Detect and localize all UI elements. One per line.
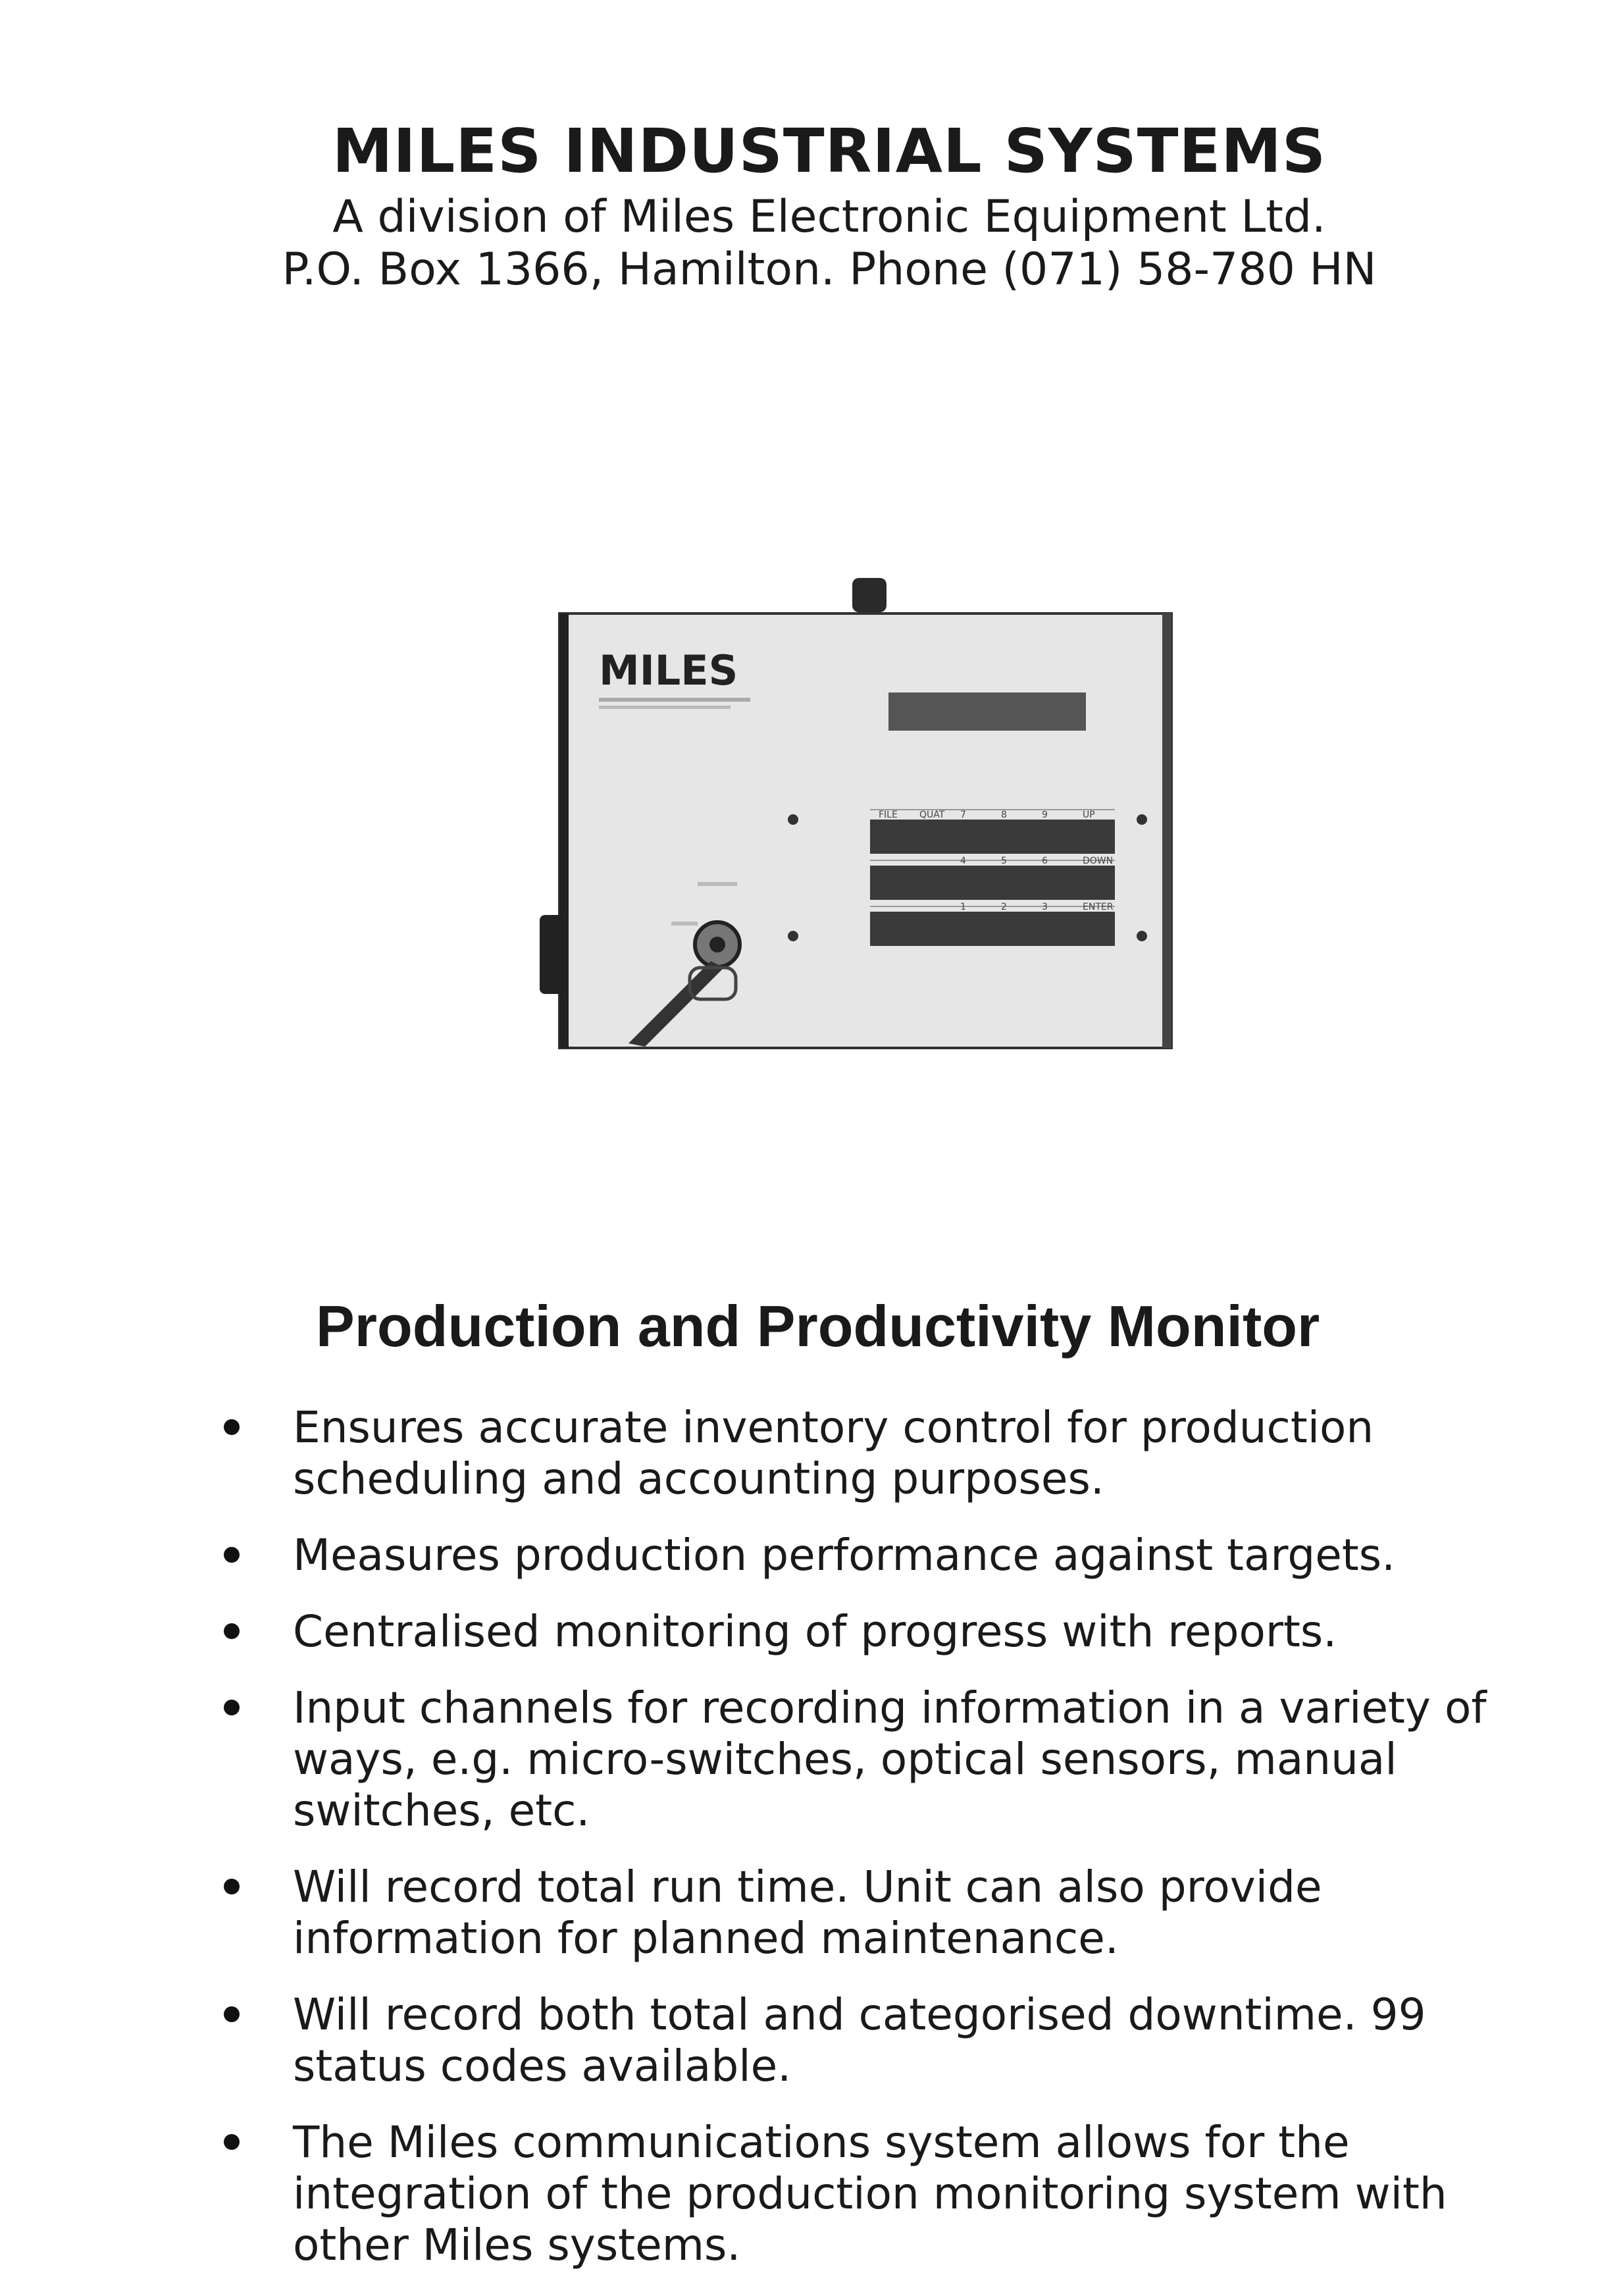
- keypad-key-label: ENTER: [1083, 902, 1114, 912]
- indicator-led-icon: [788, 814, 798, 825]
- keypad-key-label: DOWN: [1083, 856, 1114, 866]
- keypad-key-label: 7: [960, 810, 966, 820]
- bullet-icon: [224, 2134, 240, 2150]
- feature-list: [224, 1402, 1527, 2296]
- keypad-key-label: UP: [1083, 810, 1095, 820]
- product-photo: [520, 573, 1198, 1053]
- keypad-key-label: 8: [1001, 810, 1007, 820]
- keypad-key-label: 6: [1042, 856, 1048, 866]
- company-name: MILES INDUSTRIAL SYSTEMS: [332, 116, 1327, 186]
- bullet-icon: [224, 1419, 240, 1435]
- keypad-key-label: 4: [960, 856, 966, 866]
- side-knob-icon: [540, 915, 563, 994]
- keypad-key-label: 3: [1042, 902, 1048, 912]
- address-line: P.O. Box 1366, Hamilton. Phone (071) 58-780 HN: [282, 244, 1377, 296]
- list-item: Centralised monitoring of progress with reports.: [224, 1606, 1527, 1657]
- bullet-icon: [224, 1623, 240, 1639]
- list-item: Measures production performance against targets.: [224, 1530, 1527, 1581]
- keypad-key-label: 1: [960, 902, 966, 912]
- device-keypad: [870, 810, 1115, 946]
- division-line: A division of Miles Electronic Equipment Ltd.: [332, 191, 1326, 243]
- list-item: Will record total run time. Unit can also provide information for planned maintenance.: [224, 1862, 1527, 1964]
- keypad-key-label: 2: [1001, 902, 1007, 912]
- keypad-key-label: 5: [1001, 856, 1007, 866]
- list-item: The Miles communications system allows for the integration of the production monitoring system with other Miles systems.: [224, 2117, 1527, 2271]
- indicator-led-icon: [788, 931, 798, 941]
- device-brand-label: MILES: [599, 646, 738, 694]
- bullet-icon: [224, 2006, 240, 2022]
- top-knob-icon: [852, 578, 887, 612]
- indicator-led-icon: [1137, 814, 1147, 825]
- letterhead: [0, 112, 1619, 296]
- bullet-icon: [224, 1700, 240, 1715]
- keypad-key-label: 9: [1042, 810, 1048, 820]
- indicator-led-icon: [1137, 931, 1147, 941]
- list-item: Ensures accurate inventory control for production scheduling and accounting purposes.: [224, 1402, 1527, 1505]
- bullet-icon: [224, 1547, 240, 1563]
- list-item: Input channels for recording information in a variety of ways, e.g. micro-switches, optical sensors, manual switches, etc.: [224, 1683, 1527, 1837]
- keypad-key-label: FILE: [879, 810, 898, 820]
- bullet-icon: [224, 1879, 240, 1894]
- product-title: Production and Productivity Monitor: [316, 1293, 1320, 1359]
- device-display: [888, 692, 1086, 731]
- keypad-key-label: QUAT: [919, 810, 945, 820]
- list-item: Will record both total and categorised downtime. 99 status codes available.: [224, 1989, 1527, 2092]
